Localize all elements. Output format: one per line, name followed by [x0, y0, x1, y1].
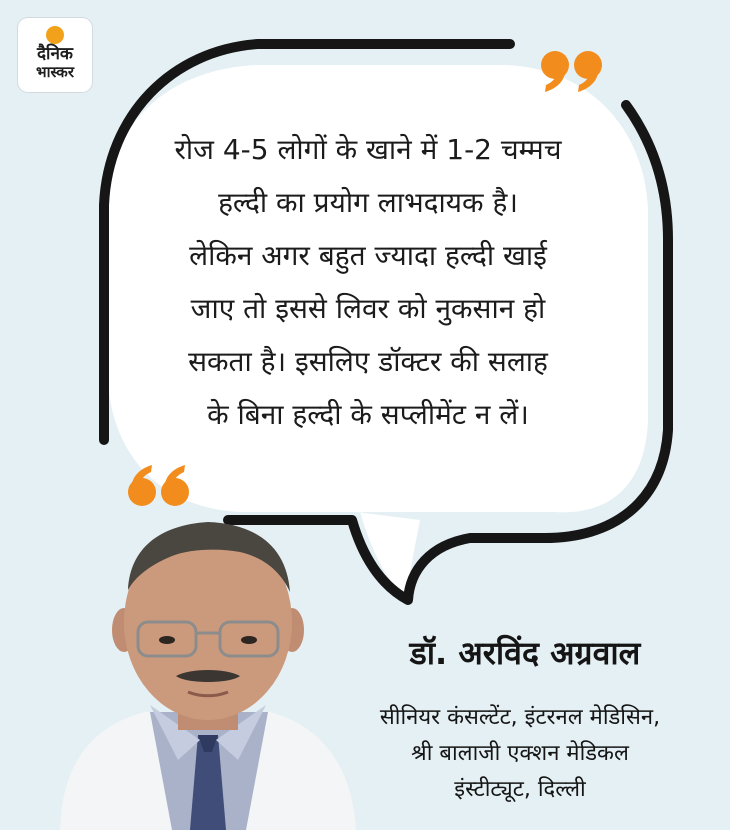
quote-line: लेकिन अगर बहुत ज्यादा हल्दी खाई [189, 239, 547, 272]
quote-text [118, 123, 618, 441]
doctor-designation-line: श्री बालाजी एक्शन मेडिकल [411, 741, 629, 766]
dainik-bhaskar-logo[interactable] [18, 18, 92, 92]
doctor-photo [60, 522, 356, 830]
logo-text-line2: भास्कर [36, 63, 74, 81]
quote-line: रोज 4-5 लोगों के खाने में 1-2 चम्मच [174, 133, 562, 166]
doctor-designation-line: सीनियर कंसल्टेंट, इंटरनल मेडिसिन, [379, 705, 661, 730]
quote-line: सकता है। इसलिए डॉक्टर की सलाह [188, 345, 548, 378]
sun-icon [46, 26, 64, 44]
quote-line: के बिना हल्दी के सप्लीमेंट न लें। [207, 398, 529, 431]
quote-line: जाए तो इससे लिवर को नुकसान हो [190, 292, 546, 325]
doctor-designation-line: इंस्टीट्यूट, दिल्ली [454, 777, 586, 802]
doctor-name: डॉ. अरविंद अग्रवाल [409, 634, 641, 672]
logo-text-line1: दैनिक [37, 44, 73, 64]
doctor-designation [315, 700, 725, 808]
quote-line: हल्दी का प्रयोग लाभदायक है। [218, 186, 518, 219]
